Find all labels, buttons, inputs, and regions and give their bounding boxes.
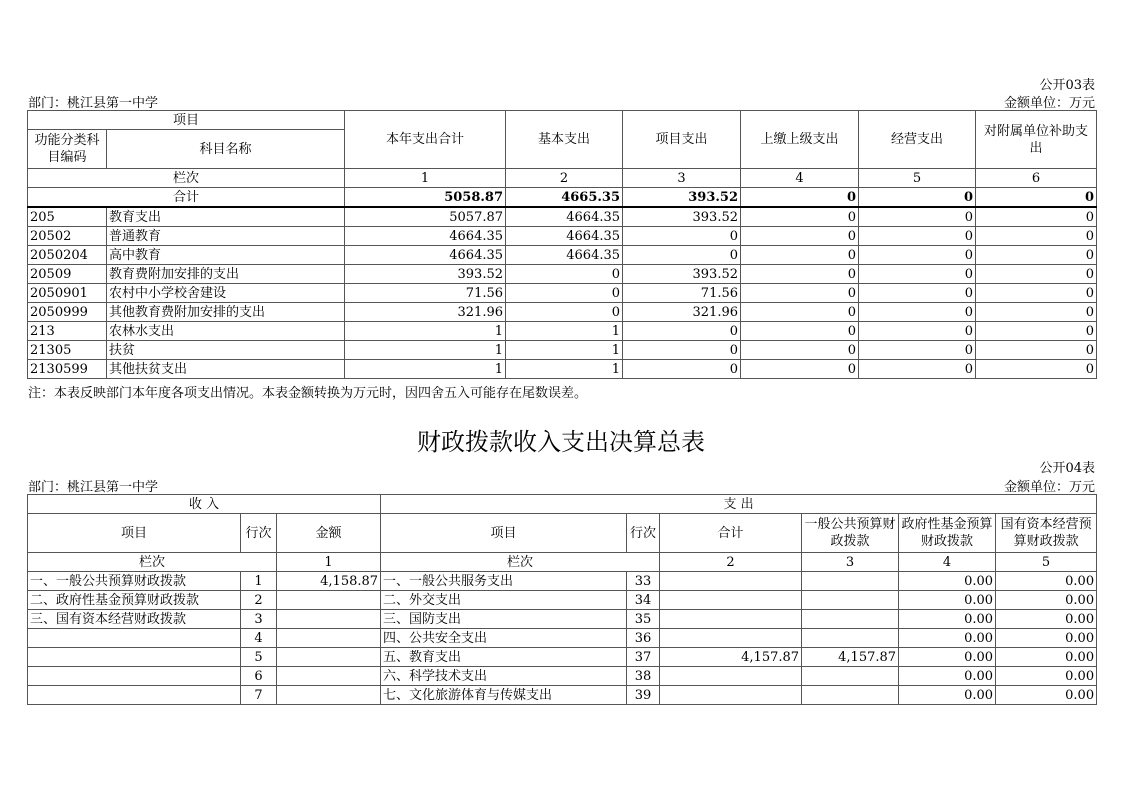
amount-cell: 0	[976, 360, 1097, 379]
table-row	[28, 284, 1097, 303]
header-col-5: 经营支出	[859, 111, 976, 169]
expense-state: 0.00	[996, 686, 1097, 705]
amount-cell: 1	[345, 322, 506, 341]
header-fund: 政府性基金预算财政拨款	[899, 514, 996, 553]
amount-cell: 4664.35	[345, 246, 506, 265]
header-ex-no: 行次	[627, 514, 660, 553]
header-state: 国有资本经营预算财政拨款	[996, 514, 1097, 553]
total-label: 合计	[28, 188, 345, 208]
total-cell: 393.52	[623, 188, 741, 208]
expense-general	[802, 610, 899, 629]
amount-cell: 0	[741, 227, 859, 246]
table-row	[28, 322, 1097, 341]
header-in-no: 行次	[241, 514, 277, 553]
amount-cell: 1	[506, 341, 623, 360]
header-name: 科目名称	[107, 130, 345, 169]
table1-note: 注：本表反映部门本年度各项支出情况。本表金额转换为万元时，因四舍五入可能存在尾数误差。	[28, 386, 588, 401]
subject-name: 扶贫	[107, 341, 345, 360]
table2-dept: 部门：桃江县第一中学	[28, 480, 159, 495]
header-ex-item: 项目	[381, 514, 627, 553]
amount-cell: 4664.35	[506, 207, 623, 227]
expense-line-no: 33	[627, 572, 660, 591]
expense-fund: 0.00	[899, 648, 996, 667]
amount-cell: 0	[623, 341, 741, 360]
income-item: 三、国有资本经营财政拨款	[28, 610, 241, 629]
expense-line-no: 35	[627, 610, 660, 629]
expenditure-table	[27, 110, 1097, 379]
income-line-no: 7	[241, 686, 277, 705]
table1-unit: 金额单位：万元	[1003, 96, 1095, 111]
header-general: 一般公共预算财政拨款	[802, 514, 899, 553]
income-item	[28, 667, 241, 686]
amount-cell: 0	[976, 207, 1097, 227]
amount-cell: 71.56	[345, 284, 506, 303]
amount-cell: 5057.87	[345, 207, 506, 227]
expense-item: 五、教育支出	[381, 648, 627, 667]
expense-state: 0.00	[996, 572, 1097, 591]
total-row	[28, 188, 1097, 208]
amount-cell: 0	[976, 303, 1097, 322]
amount-cell: 0	[741, 360, 859, 379]
expense-total	[660, 572, 802, 591]
subject-code: 213	[28, 322, 107, 341]
amount-cell: 0	[741, 246, 859, 265]
amount-cell: 0	[506, 284, 623, 303]
amount-cell: 0	[976, 322, 1097, 341]
income-header: 收 入	[28, 495, 381, 514]
expense-item: 七、文化旅游体育与传媒支出	[381, 686, 627, 705]
income-item: 一、一般公共预算财政拨款	[28, 572, 241, 591]
table-row	[28, 227, 1097, 246]
expense-fund: 0.00	[899, 572, 996, 591]
expense-fund: 0.00	[899, 591, 996, 610]
subject-name: 高中教育	[107, 246, 345, 265]
lanci-num: 5	[996, 553, 1097, 572]
expense-state: 0.00	[996, 648, 1097, 667]
expense-total	[660, 610, 802, 629]
expense-line-no: 34	[627, 591, 660, 610]
subject-name: 教育支出	[107, 207, 345, 227]
expense-total: 4,157.87	[660, 648, 802, 667]
table1-dept: 部门：桃江县第一中学	[28, 96, 159, 111]
lanci-num: 2	[506, 169, 623, 188]
income-line-no: 2	[241, 591, 277, 610]
total-cell: 4665.35	[506, 188, 623, 208]
table-row	[28, 686, 1097, 705]
expense-fund: 0.00	[899, 629, 996, 648]
amount-cell: 4664.35	[345, 227, 506, 246]
table-row	[28, 591, 1097, 610]
income-line-no: 6	[241, 667, 277, 686]
appropriation-table	[27, 494, 1097, 705]
amount-cell: 393.52	[345, 265, 506, 284]
subject-name: 其他教育费附加安排的支出	[107, 303, 345, 322]
expense-general: 4,157.87	[802, 648, 899, 667]
amount-cell: 393.52	[623, 265, 741, 284]
subject-name: 普通教育	[107, 227, 345, 246]
header-col-3: 项目支出	[623, 111, 741, 169]
amount-cell: 0	[741, 341, 859, 360]
expense-state: 0.00	[996, 610, 1097, 629]
lanci-num: 1	[277, 553, 381, 572]
expense-item: 一、一般公共服务支出	[381, 572, 627, 591]
lanci-num: 4	[899, 553, 996, 572]
subject-code: 2050204	[28, 246, 107, 265]
expense-general	[802, 629, 899, 648]
amount-cell: 1	[506, 322, 623, 341]
table-row	[28, 246, 1097, 265]
income-line-no: 1	[241, 572, 277, 591]
subject-name: 农村中小学校舍建设	[107, 284, 345, 303]
amount-cell: 0	[623, 360, 741, 379]
amount-cell: 0	[976, 265, 1097, 284]
expense-total	[660, 686, 802, 705]
amount-cell: 0	[623, 322, 741, 341]
amount-cell: 0	[506, 303, 623, 322]
subject-code: 20502	[28, 227, 107, 246]
header-col-2: 基本支出	[506, 111, 623, 169]
table-row	[28, 207, 1097, 227]
table-row	[28, 667, 1097, 686]
lanci-num: 2	[660, 553, 802, 572]
table-row	[28, 360, 1097, 379]
income-item	[28, 648, 241, 667]
expense-general	[802, 686, 899, 705]
amount-cell: 0	[741, 322, 859, 341]
income-amount	[277, 610, 381, 629]
income-amount	[277, 591, 381, 610]
expense-general	[802, 572, 899, 591]
table-row	[28, 629, 1097, 648]
header-in-amt: 金额	[277, 514, 381, 553]
subject-code: 2050999	[28, 303, 107, 322]
amount-cell: 0	[859, 265, 976, 284]
expense-line-no: 39	[627, 686, 660, 705]
subject-code: 2130599	[28, 360, 107, 379]
table-row	[28, 610, 1097, 629]
header-col-6: 对附属单位补助支出	[976, 111, 1097, 169]
income-line-no: 4	[241, 629, 277, 648]
subject-code: 205	[28, 207, 107, 227]
total-cell: 5058.87	[345, 188, 506, 208]
amount-cell: 0	[976, 246, 1097, 265]
amount-cell: 0	[623, 246, 741, 265]
amount-cell: 0	[859, 341, 976, 360]
amount-cell: 0	[859, 360, 976, 379]
amount-cell: 0	[741, 265, 859, 284]
income-line-no: 5	[241, 648, 277, 667]
amount-cell: 0	[859, 322, 976, 341]
amount-cell: 0	[741, 284, 859, 303]
expense-state: 0.00	[996, 591, 1097, 610]
header-col-1: 本年支出合计	[345, 111, 506, 169]
amount-cell: 321.96	[345, 303, 506, 322]
header-total: 合计	[660, 514, 802, 553]
table2-unit: 金额单位：万元	[1003, 480, 1095, 495]
expense-item: 三、国防支出	[381, 610, 627, 629]
lanci-num: 5	[859, 169, 976, 188]
expense-fund: 0.00	[899, 667, 996, 686]
expense-item: 二、外交支出	[381, 591, 627, 610]
expense-general	[802, 591, 899, 610]
amount-cell: 0	[741, 207, 859, 227]
lanci-num: 3	[802, 553, 899, 572]
amount-cell: 0	[976, 227, 1097, 246]
income-amount	[277, 629, 381, 648]
amount-cell: 393.52	[623, 207, 741, 227]
subject-name: 农林水支出	[107, 322, 345, 341]
total-cell: 0	[976, 188, 1097, 208]
subject-code: 2050901	[28, 284, 107, 303]
expense-state: 0.00	[996, 629, 1097, 648]
amount-cell: 1	[345, 360, 506, 379]
amount-cell: 0	[859, 284, 976, 303]
expense-general	[802, 667, 899, 686]
table-row	[28, 341, 1097, 360]
income-item: 二、政府性基金预算财政拨款	[28, 591, 241, 610]
subject-code: 21305	[28, 341, 107, 360]
header-code: 功能分类科目编码	[28, 130, 107, 169]
amount-cell: 1	[345, 341, 506, 360]
amount-cell: 0	[976, 341, 1097, 360]
expense-item: 四、公共安全支出	[381, 629, 627, 648]
table-row	[28, 265, 1097, 284]
amount-cell: 4664.35	[506, 246, 623, 265]
table1-code: 公开03表	[1039, 78, 1095, 93]
expense-item: 六、科学技术支出	[381, 667, 627, 686]
amount-cell: 1	[506, 360, 623, 379]
income-amount	[277, 667, 381, 686]
expense-fund: 0.00	[899, 686, 996, 705]
amount-cell: 0	[859, 207, 976, 227]
amount-cell: 0	[976, 284, 1097, 303]
amount-cell: 71.56	[623, 284, 741, 303]
amount-cell: 0	[623, 227, 741, 246]
income-item	[28, 629, 241, 648]
expense-line-no: 37	[627, 648, 660, 667]
income-amount: 4,158.87	[277, 572, 381, 591]
expense-line-no: 38	[627, 667, 660, 686]
income-amount	[277, 648, 381, 667]
lanci-in: 栏次	[28, 553, 277, 572]
expense-fund: 0.00	[899, 610, 996, 629]
lanci-ex: 栏次	[381, 553, 660, 572]
expense-header: 支 出	[381, 495, 1097, 514]
income-amount	[277, 686, 381, 705]
lanci-num: 4	[741, 169, 859, 188]
income-item	[28, 686, 241, 705]
expense-state: 0.00	[996, 667, 1097, 686]
amount-cell: 0	[506, 265, 623, 284]
subject-code: 20509	[28, 265, 107, 284]
expense-total	[660, 591, 802, 610]
header-col-4: 上缴上级支出	[741, 111, 859, 169]
amount-cell: 0	[741, 303, 859, 322]
expense-total	[660, 667, 802, 686]
total-cell: 0	[859, 188, 976, 208]
subject-name: 教育费附加安排的支出	[107, 265, 345, 284]
table-row	[28, 303, 1097, 322]
income-line-no: 3	[241, 610, 277, 629]
amount-cell: 321.96	[623, 303, 741, 322]
subject-name: 其他扶贫支出	[107, 360, 345, 379]
amount-cell: 0	[859, 303, 976, 322]
lanci-num: 6	[976, 169, 1097, 188]
expense-total	[660, 629, 802, 648]
table-row	[28, 572, 1097, 591]
page-title: 财政拨款收入支出决算总表	[417, 428, 705, 456]
expense-line-no: 36	[627, 629, 660, 648]
lanci-num: 1	[345, 169, 506, 188]
header-lanci: 栏次	[28, 169, 345, 188]
table-row	[28, 648, 1097, 667]
table2-code: 公开04表	[1039, 461, 1095, 476]
lanci-num: 3	[623, 169, 741, 188]
amount-cell: 0	[859, 246, 976, 265]
total-cell: 0	[741, 188, 859, 208]
header-xiangmu: 项目	[28, 111, 345, 130]
header-in-item: 项目	[28, 514, 241, 553]
amount-cell: 4664.35	[506, 227, 623, 246]
amount-cell: 0	[859, 227, 976, 246]
